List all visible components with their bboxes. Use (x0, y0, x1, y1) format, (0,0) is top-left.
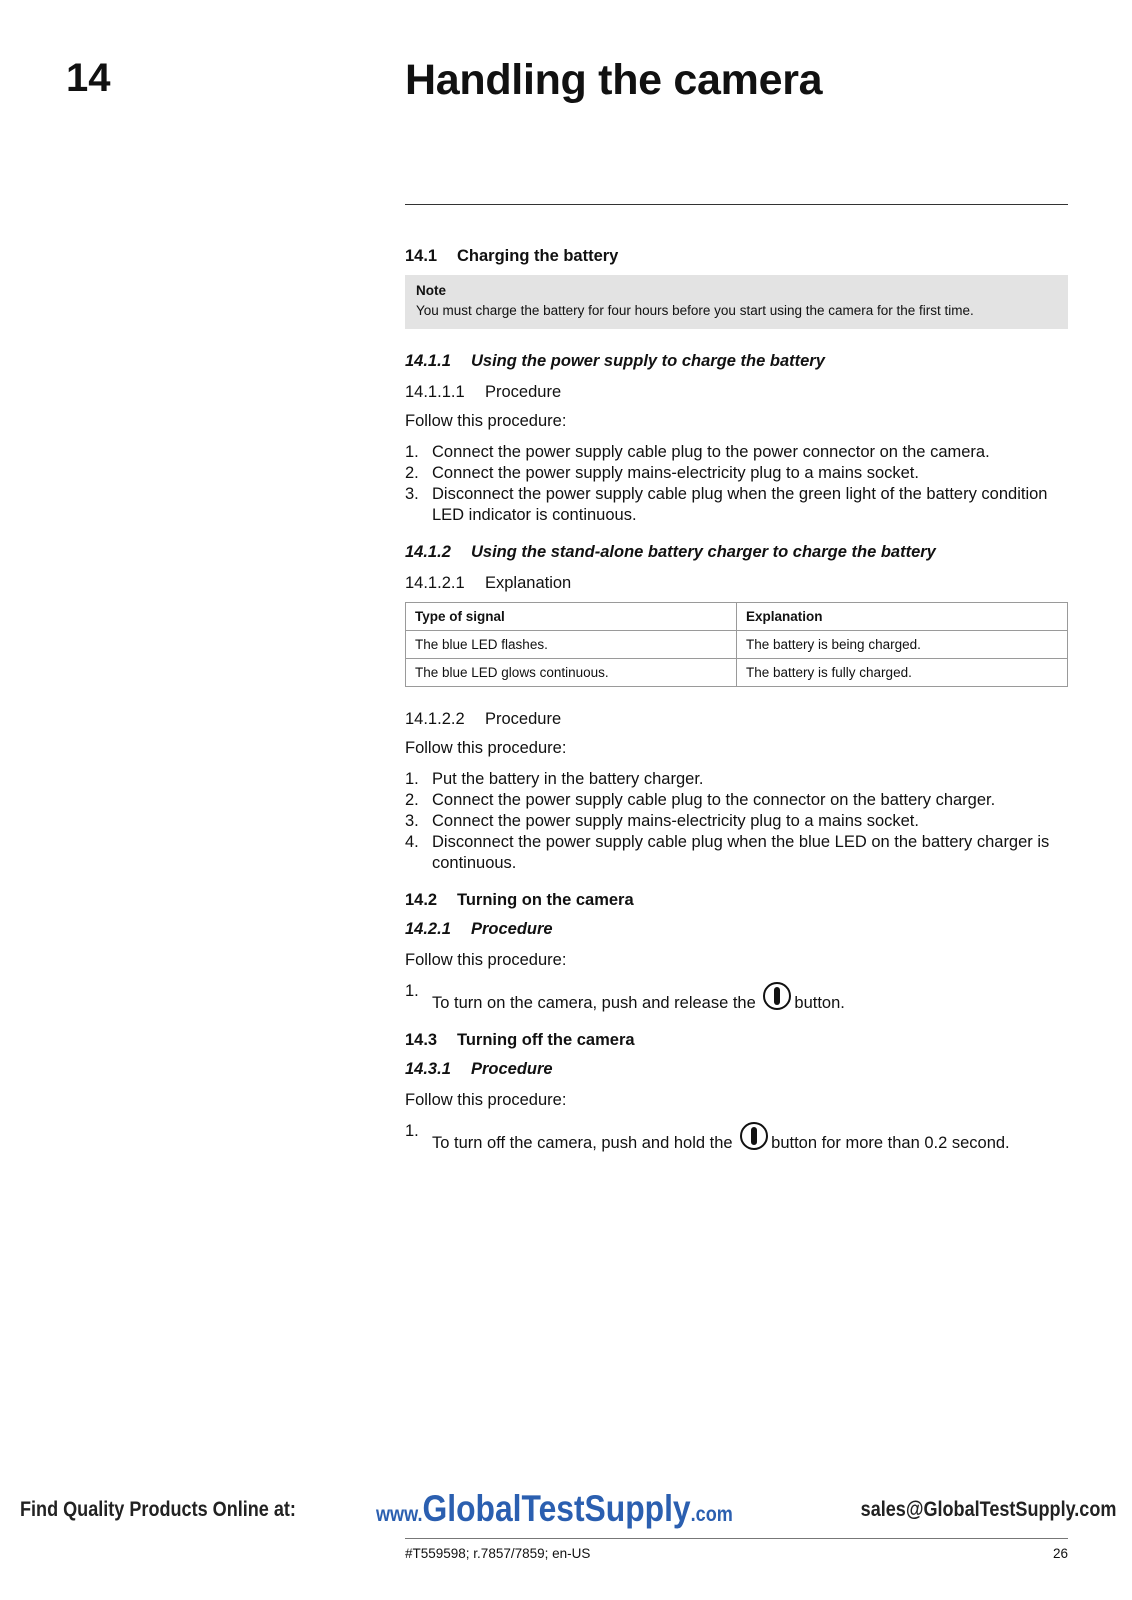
procedure-intro: Follow this procedure: (405, 739, 567, 757)
list-item: 3. Connect the power supply mains-electricity plug to a mains socket. (405, 812, 919, 830)
list-item: 2. Connect the power supply mains-electricity plug to a mains socket. (405, 464, 919, 482)
power-button-icon (762, 981, 792, 1011)
chapter-number: 14 (66, 56, 111, 100)
list-item: 1. To turn on the camera, push and release the button. (405, 982, 845, 1012)
section-heading-14-1: 14.1 Charging the battery (405, 247, 619, 265)
section-heading-14-3: 14.3 Turning off the camera (405, 1031, 635, 1049)
chapter-divider (405, 204, 1068, 205)
table-header-cell: Type of signal (406, 603, 737, 631)
footer-document-reference: #T559598; r.7857/7859; en-US (405, 1546, 591, 1561)
table-row (406, 631, 1068, 659)
footer-divider (405, 1538, 1068, 1539)
table-cell: The blue LED glows continuous. (406, 659, 737, 687)
section-heading-14-1-2-2: 14.1.2.2 Procedure (405, 710, 562, 728)
section-heading-14-3-1: 14.3.1 Procedure (405, 1060, 553, 1078)
banner-email-link[interactable]: sales@GlobalTestSupply.com (860, 1498, 1116, 1521)
table-cell: The battery is fully charged. (737, 659, 1068, 687)
list-item: 1. Connect the power supply cable plug to the power connector on the camera. (405, 443, 990, 461)
chapter-title: Handling the camera (405, 56, 823, 104)
banner-tagline: Find Quality Products Online at: (20, 1498, 296, 1521)
signal-table (405, 602, 1068, 687)
list-item: 1. Put the battery in the battery charger. (405, 770, 704, 788)
procedure-steps (405, 1121, 1068, 1154)
list-item: 3. Disconnect the power supply cable plug when the green light of the battery condition LED indicator is continuous. (405, 485, 1048, 524)
procedure-intro: Follow this procedure: (405, 1091, 567, 1109)
power-button-icon (739, 1121, 769, 1151)
footer-page-number: 26 (1052, 1546, 1068, 1561)
table-cell: The battery is being charged. (737, 631, 1068, 659)
list-item: 2. Connect the power supply cable plug to the connector on the battery charger. (405, 791, 996, 809)
section-heading-14-2-1: 14.2.1 Procedure (405, 920, 553, 938)
list-item: 1. To turn off the camera, push and hold the button for more than 0.2 second. (405, 1122, 1010, 1152)
promo-banner (0, 1488, 1132, 1532)
section-heading-14-1-1-1: 14.1.1.1 Procedure (405, 383, 562, 401)
section-heading-14-1-1: 14.1.1 Using the power supply to charge the battery (405, 352, 825, 370)
section-heading-14-1-2: 14.1.2 Using the stand-alone battery charger to charge the battery (405, 543, 936, 561)
note-text: You must charge the battery for four hours before you start using the camera for the first time. (416, 303, 974, 318)
table-header-cell: Explanation (737, 603, 1068, 631)
procedure-steps (405, 442, 1068, 526)
procedure-steps (405, 981, 1068, 1014)
procedure-steps (405, 769, 1068, 874)
section-heading-14-2: 14.2 Turning on the camera (405, 891, 634, 909)
table-cell: The blue LED flashes. (406, 631, 737, 659)
main-content (405, 246, 1068, 1170)
table-row (406, 659, 1068, 687)
section-heading-14-1-2-1: 14.1.2.1 Explanation (405, 574, 572, 592)
list-item: 4. Disconnect the power supply cable plug when the blue LED on the battery charger is continuous. (405, 833, 1050, 872)
note-title: Note (416, 283, 446, 298)
procedure-intro: Follow this procedure: (405, 951, 567, 969)
procedure-intro: Follow this procedure: (405, 412, 567, 430)
note-box (405, 275, 1068, 329)
table-header-row (406, 603, 1068, 631)
banner-website-link[interactable]: www.GlobalTestSupply.com (376, 1488, 733, 1529)
